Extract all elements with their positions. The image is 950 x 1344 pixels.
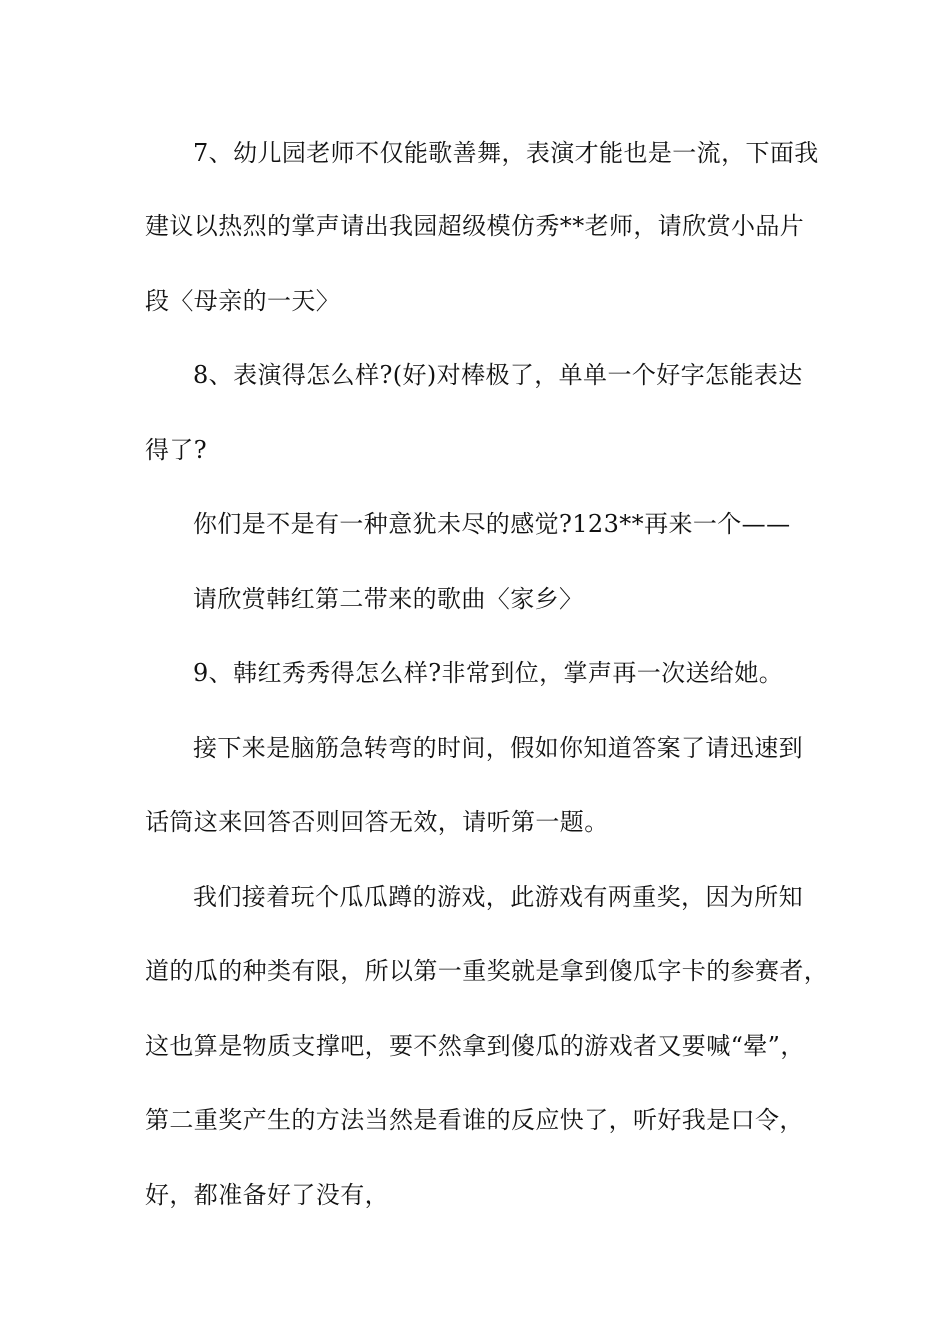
paragraph-game-line-5: 好，都准备好了没有， <box>145 1181 389 1209</box>
paragraph-riddle-line-1: 接下来是脑筋急转弯的时间，假如你知道答案了请迅速到 <box>193 734 803 762</box>
paragraph-game-line-4: 第二重奖产生的方法当然是看谁的反应快了，听好我是口令， <box>145 1106 804 1134</box>
paragraph-8-line-2: 得了? <box>145 436 208 464</box>
paragraph-song: 请欣赏韩红第二带来的歌曲〈家乡〉 <box>193 585 584 613</box>
paragraph-game-line-3: 这也算是物质支撑吧，要不然拿到傻瓜的游戏者又要喊“晕”， <box>145 1032 805 1060</box>
paragraph-riddle-line-2: 话筒这来回答否则回答无效，请听第一题。 <box>145 808 609 836</box>
paragraph-encore: 你们是不是有一种意犹未尽的感觉?123**再来一个—— <box>193 510 791 538</box>
paragraph-8-line-1: 8、表演得怎么样?(好)对棒极了，单单一个好字怎能表达 <box>193 361 803 389</box>
paragraph-7-line-2: 建议以热烈的掌声请出我园超级模仿秀**老师，请欣赏小品片 <box>145 212 805 240</box>
paragraph-7-line-1: 7、幼儿园老师不仅能歌善舞，表演才能也是一流，下面我 <box>193 139 819 167</box>
paragraph-game-line-1: 我们接着玩个瓜瓜蹲的游戏，此游戏有两重奖，因为所知 <box>193 883 803 911</box>
paragraph-game-line-2: 道的瓜的种类有限，所以第一重奖就是拿到傻瓜字卡的参赛者， <box>145 957 829 985</box>
paragraph-7-line-3: 段〈母亲的一天〉 <box>145 287 341 315</box>
paragraph-9: 9、韩红秀秀得怎么样?非常到位，掌声再一次送给她。 <box>193 659 784 687</box>
